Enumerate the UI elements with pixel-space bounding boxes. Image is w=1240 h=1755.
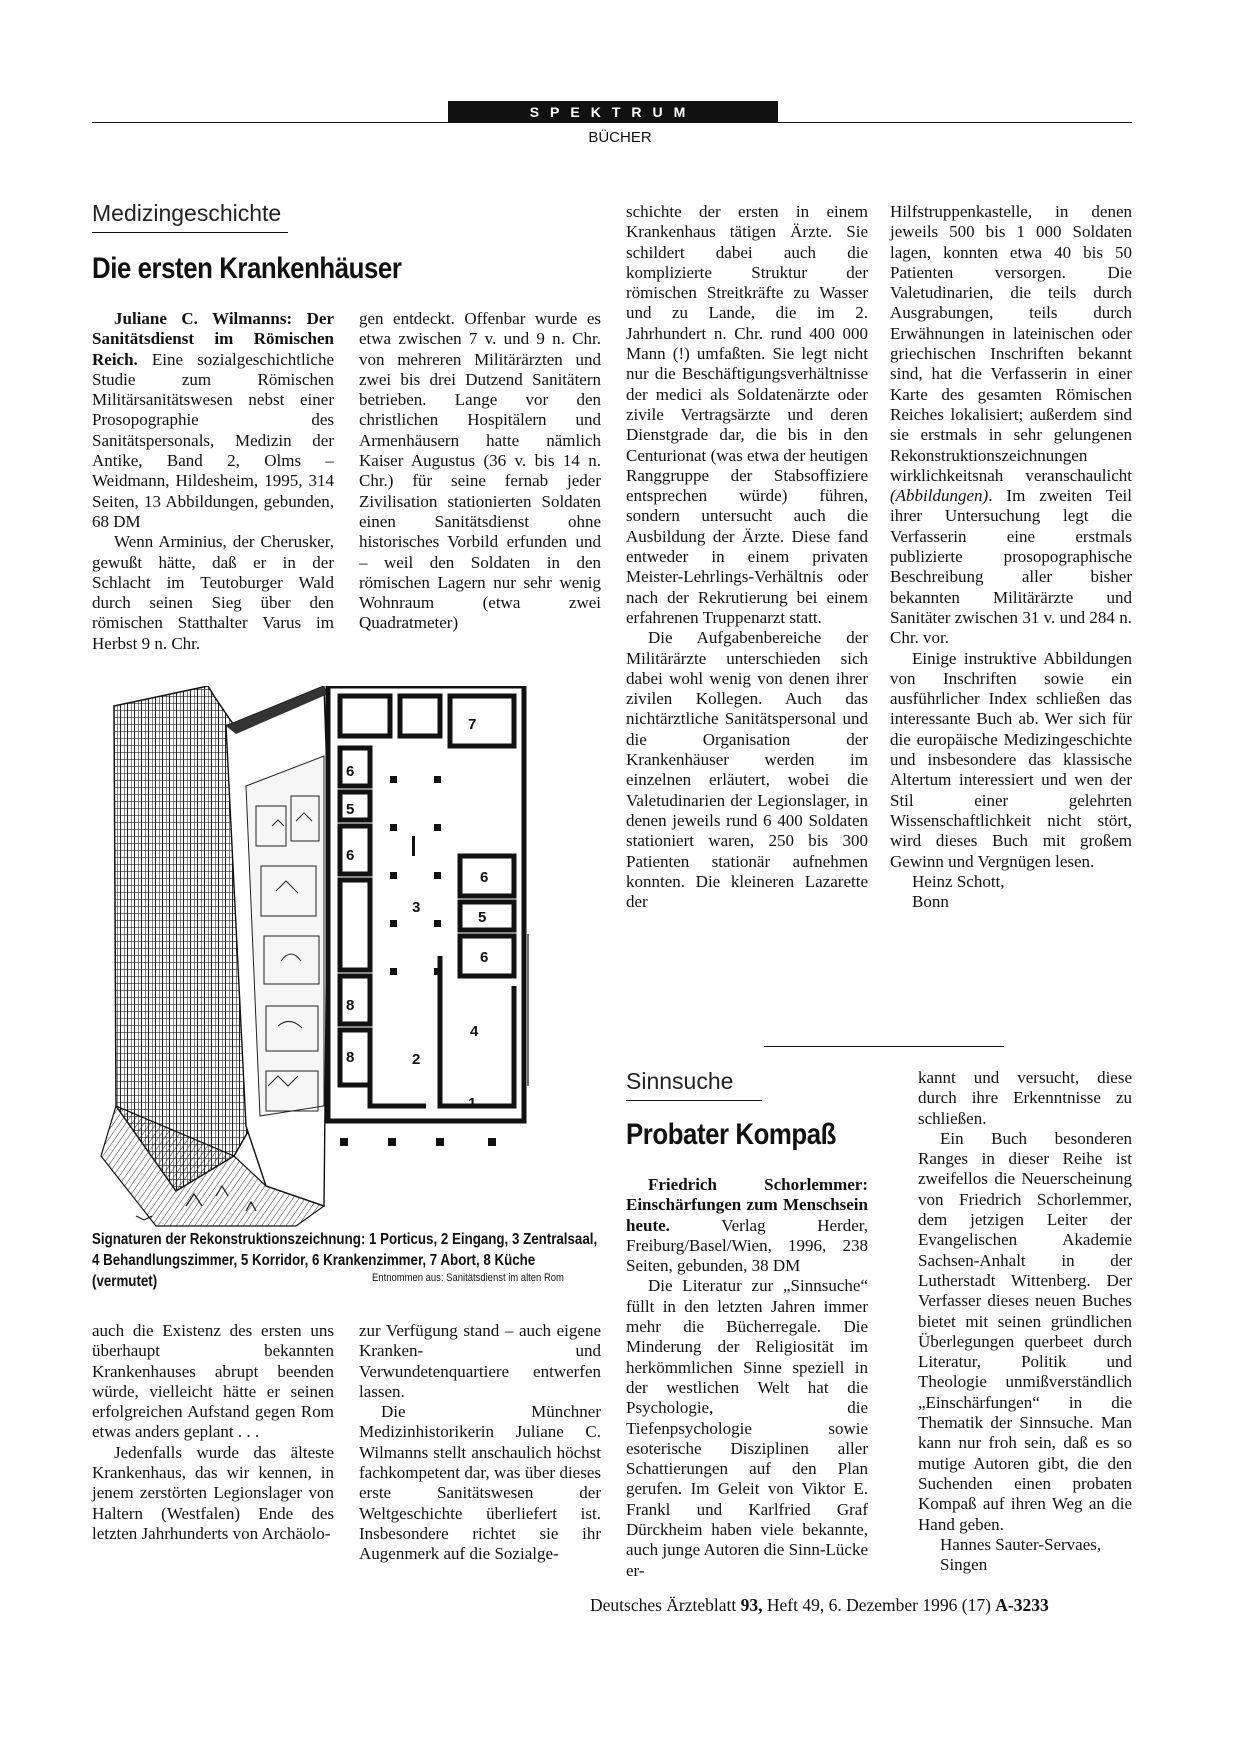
footer-issue: Heft 49, 6. Dezember 1996 (17) (762, 1595, 996, 1615)
article2-author-city: Singen (940, 1555, 988, 1575)
plan-column-markers (340, 776, 496, 1146)
page-footer (590, 1595, 1049, 1616)
article1-col2-top (359, 309, 601, 634)
plan-label-1: 1 (468, 1095, 477, 1112)
article1-col3-continued: schichte der ersten in einem Krankenhaus tätigen Ärzte. Sie schildert dabei auch die komplizierte Struktur der römischen Streitkräfte zu Wasser und zu Lande, die im 2. Jahrhundert n. Chr. rund 400 000 Mann (!) umfaßten. Sie legt nicht nur die Beschäftigungsverhältnisse der medici als Soldatenärzte oder zivile Vertragsärzte und deren Dienstgrade dar, die bis in den Centurionat (was etwa der heutigen Ranggruppe der Stabsoffiziere entsprechen würde) führen, sondern untersucht auch die Ausbildung der Ärzte. Diese fand entweder in einem privaten Meister-Lehrlings-Verhältnis oder nach der Rekrutierung bei einem erfahrenen Truppenarzt statt. (626, 202, 868, 627)
plan-label-2: 2 (412, 1051, 421, 1068)
article1-col1-continued: auch die Existenz des ersten uns überhaupt bekannten Krankenhauses abrupt beenden würde, vielleicht hätte er seinen erfolgreichen Aufstand gegen Rom etwas anders geplant . . . (92, 1321, 334, 1442)
article1-col2-text: gen entdeckt. Offenbar wurde es etwa zwischen 7 v. und 9 n. Chr. von mehreren Militärärzten und zwei bis drei Dutzend Sanitätern betrieben. Lange vor den christlichen Hospitälern und Armenhäusern hatte nämlich Kaiser Augustus (36 v. bis 14 n. Chr.) für seine fernab jeder Zivilisation stationierten Soldaten einen Sanitätsdienst ohne historisches Vorbild erfunden und – weil den Soldaten in den römischen Lagern nur sehr wenig Wohnraum (etwa zwei Quadratmeter) (359, 309, 601, 633)
article2-biblio-bold: Friedrich Schorlemmer: Einschärfungen zum Menschsein heute. (626, 1175, 868, 1235)
article2-col4 (918, 1068, 1132, 1575)
article2-author-name: Hannes Sauter-Servaes, (940, 1534, 1102, 1554)
rubric-rule (626, 1100, 762, 1101)
article1-col3 (626, 202, 868, 912)
article1-author-name: Heinz Schott, (912, 871, 1005, 891)
article1-col4-text-end: . Im zweiten Teil ihrer Untersuchung legt die Verfasserin eine erstmals publizierte prosopographische Beschreibung aller bisher bekannten Militärärzte und Sanitäter zwischen 31 v. und 284 n. Chr. vor. (890, 486, 1132, 648)
perspective-drawing (101, 686, 328, 1226)
rubric-rule (92, 232, 288, 233)
article1-col2-para: Die Münchner Medizinhistorikerin Juliane C. Wilmanns stellt anschaulich höchst fachkompetent dar, was über dieses erste Sanitätswesen der Weltgeschichte überliefert ist. Insbesondere richtet sie ihr Augenmerk auf die Sozialge- (359, 1402, 601, 1564)
article2-rubric: Sinnsuche (626, 1068, 734, 1094)
article2-col4-continued: kannt und versucht, diese durch ihre Erkenntnisse zu schließen. (918, 1068, 1132, 1128)
footer-journal: Deutsches Ärzteblatt (590, 1595, 741, 1615)
article1-col2-continued: zur Verfügung stand – auch eigene Kranken- und Verwundetenquartiere entwerfen lassen. (359, 1321, 601, 1401)
section-subtitle: BÜCHER (588, 129, 652, 146)
article1-author-city: Bonn (912, 892, 949, 912)
section-banner: SPEKTRUM (448, 101, 778, 123)
article1-col4-italic: (Abbildungen) (890, 486, 989, 506)
floor-plan (328, 686, 524, 1121)
article2-col4-para: Ein Buch besonderen Ranges in dieser Reihe ist zweifellos die Neuerscheinung von Friedrich Schorlemmer, dem jetzigen Leiter der Evangelischen Akademie Sachsen-Anhalt in der Lutherstadt Wittenberg. Der Verfasser dieses neuen Buches bietet mit seinen gründlichen Überlegungen querbeet durch Literatur, Politik und Theologie unmißverständlich „Einschärfungen“ in die Thematik der Sinnsuche. Man kann nur froh sein, daß es so mutige Autoren gibt, die den Suchenden einen probaten Kompaß auf ihren Weg an die Hand geben. (918, 1128, 1132, 1534)
article1-col4 (890, 202, 1132, 912)
article1-rubric: Medizingeschichte (92, 200, 282, 226)
article1-col1-para: Jedenfalls wurde das älteste Krankenhaus, das wir kennen, in jenem zerstörten Legionslager von Haltern (Westfalen) Ende des letzten Jahrhunderts von Archäolo- (92, 1442, 334, 1543)
figure-caption: Signaturen der Rekonstruktionszeichnung: 1 Porticus, 2 Eingang, 3 Zentralsaal, 4 Behandlungszimmer, 5 Korridor, 6 Krankenzimmer, 7 Abort, 8 Küche (vermutet) (92, 1231, 598, 1290)
article1-biblio-rest: Eine sozialgeschichtliche Studie zum Römischen Militärsanitätswesen nebst einer Prosopographie des Sanitätspersonals, Medizin der Antike, Band 2, Olms – Weidmann, Hildesheim, 1995, 314 Seiten, 13 Abbildungen, gebunden, 68 DM (92, 349, 334, 531)
plan-label-8: 8 (346, 1049, 355, 1066)
hospital-reconstruction-figure (96, 686, 604, 1228)
article2-para1: Die Literatur zur „Sinnsuche“ füllt in den letzten Jahren immer mehr die Bücherregale. Die Minderung der Religiosität im herkömmlichen Sinne speziell in der westlichen Welt hat die Psychologie, die Tiefenpsychologie sowie esoterische Disziplinen aller Schattierungen auf den Plan gerufen. Im Geleit von Viktor E. Frankl und Karlfried Graf Dürckheim haben viele bekannte, auch junge Autoren die Sinn-Lücke er- (626, 1276, 868, 1580)
article1-col3-para: Die Aufgabenbereiche der Militärärzte unterschieden sich dabei wohl wenig von denen ihrer zivilen Kollegen. Auch das nichtärztliche Sanitätspersonal und die Organisation der Krankenhäuser werden im einzelnen erläutert, wobei die Valetudinarien der Legionslager, in denen jeweils rund 6 400 Soldaten stationiert waren, 250 bis 300 Patienten stationär aufnehmen konnten. Die kleineren Lazarette der (626, 628, 868, 912)
article2-headline: Probater Kompaß (626, 1118, 837, 1151)
article1-col2-bottom (359, 1321, 601, 1565)
footer-page-number: A-3233 (995, 1595, 1049, 1615)
article1-col4-text: Hilfstruppenkastelle, in denen jeweils 500 bis 1 000 Soldaten lagen, konnten etwa 40 bis 50 Patienten versorgen. Die Valetudinarien, die teils durch Ausgrabungen, teils durch Erwähnungen in lateinischen oder griechischen Inschriften bekannt sind, hat die Verfasserin in einer Karte des gesamten Römischen Reiches lokalisiert; außerdem sind sie erstmals in sehr gelungenen Rekonstruktionszeichnungen wirklichkeitsnah veranschaulicht (890, 202, 1132, 485)
footer-volume: 93, (740, 1595, 763, 1615)
article1-para1: Wenn Arminius, der Cherusker, gewußt hätte, daß er in der Schlacht im Teutoburger Wald durch seinen Sieg über den römischen Statthalter Varus im Herbst 9 n. Chr. (92, 532, 334, 653)
figure-credit: Entnommen aus: Sanitätsdienst im alten Rom (372, 1272, 564, 1284)
article2-col3 (626, 1175, 868, 1581)
plan-label-5: 5 (478, 909, 487, 926)
article1-headline: Die ersten Krankenhäuser (92, 252, 402, 285)
article1-col1-top (92, 309, 334, 654)
plan-label-7: 7 (468, 716, 477, 733)
article1-biblio-bold: Juliane C. Wilmanns: Der Sanitätsdienst im Römischen Reich. (92, 309, 334, 369)
article-divider (764, 1046, 1004, 1047)
article1-col4-para: Einige instruktive Abbildungen von Inschriften sowie ein ausführlicher Index schließen das interessante Buch ab. Wer sich für die europäische Medizingeschichte und insbesondere das klassische Altertum interessiert und wen der Stil einer gelehrten Wissenschaftlichkeit nicht stört, wird dieses Buch mit großem Gewinn und Vergnügen lesen. (890, 648, 1132, 871)
plan-label-5: 5 (346, 801, 355, 818)
plan-label-6: 6 (480, 949, 489, 966)
plan-label-3: 3 (412, 899, 421, 916)
article2-biblio-rest: Verlag Herder, Freiburg/Basel/Wien, 1996, 238 Seiten, gebunden, 38 DM (626, 1215, 868, 1276)
header-rule (92, 122, 1132, 123)
article1-col1-bottom (92, 1321, 334, 1544)
plan-label-6: 6 (346, 847, 355, 864)
plan-label-6: 6 (480, 869, 489, 886)
plan-label-6: 6 (346, 763, 355, 780)
plan-label-4: 4 (470, 1023, 479, 1040)
plan-label-8: 8 (346, 997, 355, 1014)
